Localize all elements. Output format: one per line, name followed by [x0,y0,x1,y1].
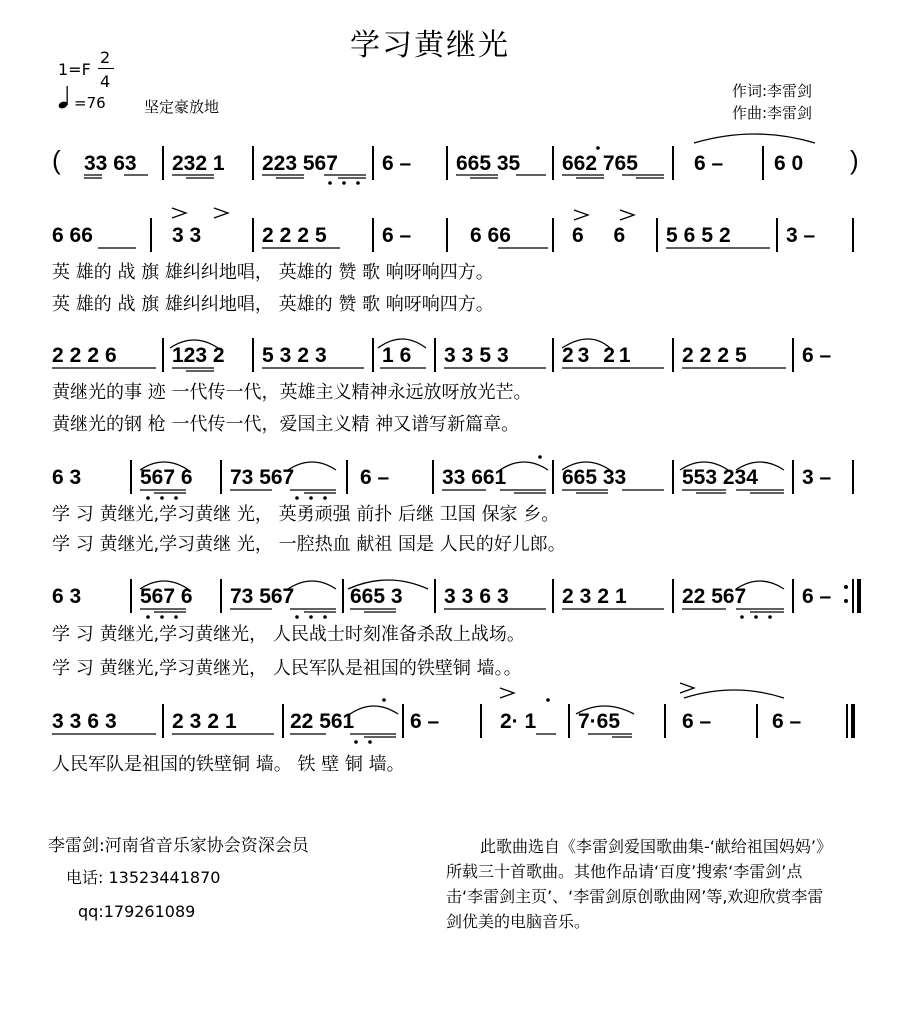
barline [162,338,164,372]
barline [220,579,222,613]
barline [162,704,164,738]
composer: 作曲:李雷剑 [732,104,813,122]
time-signature-top: 2 [100,48,111,67]
final-barline-thick [851,704,855,738]
barline [446,218,448,252]
barline [162,146,164,180]
line6-measure5: 2· 1 [500,710,537,733]
line4-measure8: 3 – [802,466,832,489]
line4-measure3: 73 567 [230,466,295,489]
barline [372,338,374,372]
line2-measure7: 5652 [666,224,737,247]
line2-measure2: 3 3 [172,224,202,247]
line3-lyric1: 黄继光的事 迹 一代传一代，英雄主义精神永远放呀放光芒。 [52,382,532,403]
line3-measure5: 3353 [444,344,515,367]
line1-measure1: 33 63 [84,152,137,175]
line5-measure7: 22 567 [682,585,747,608]
barline [852,460,854,494]
repeat-barline-thick [857,579,861,613]
lyricist: 作词:李雷剑 [732,82,813,100]
line2-lyric2: 英 雄的 战 旗 雄纠纠地唱， 英雄的 赞 歌 响呀响四方。 [52,294,494,315]
line4-measure4: 6 – [360,466,390,489]
key-signature: 1=F [58,60,91,79]
line2-measure4: 6 – [382,224,412,247]
line5-measure2: 567 6 [140,585,193,608]
line6-measure6: 7·65 [578,710,621,733]
barline [672,146,674,180]
barline [252,146,254,180]
line2-lyric1: 英 雄的 战 旗 雄纠纠地唱， 英雄的 赞 歌 响呀响四方。 [52,262,494,283]
line2-measure1: 6 66 [52,224,93,247]
barline [434,338,436,372]
line3-measure4: 16 [382,344,418,367]
barline [664,704,666,738]
line3-measure2: 123 2 [172,344,225,367]
barline [480,704,482,738]
line5-lyric2: 学 习 黄继光,学习黄继光， 人民军队是祖国的铁壁铜 墙。。 [52,658,522,679]
line6-measure3: 22 561 [290,710,355,733]
barline [372,146,374,180]
time-signature-bottom: 4 [100,72,111,91]
barline [220,460,222,494]
line3-measure8: 6 – [802,344,832,367]
line6-measure4: 6 – [410,710,440,733]
line4-measure1: 6 3 [52,466,82,489]
barline [130,579,132,613]
barline [656,218,658,252]
barline [852,218,854,252]
author-info: 李雷剑:河南省音乐家协会资深会员 [48,836,309,856]
barline [672,579,674,613]
barline [346,460,348,494]
line6-measure8: 6 – [772,710,802,733]
barline [130,460,132,494]
barline [372,218,374,252]
line5-lyric1: 学 习 黄继光,学习黄继光， 人民战士时刻准备杀敌上战场。 [52,624,525,645]
barline [446,146,448,180]
line2-measure5: 6 66 [470,224,511,247]
line4-measure2: 567 6 [140,466,193,489]
line5-measure8: 6 – [802,585,832,608]
barline [552,218,554,252]
line3-measure3: 5323 [262,344,333,367]
line2-measure6: 6 6 [572,224,638,247]
author-qq: qq:179261089 [78,902,196,921]
line4-measure7: 553 234 [682,466,758,489]
barline [402,704,404,738]
line5-measure5: 3363 [444,585,515,608]
barline [252,218,254,252]
barline [282,704,284,738]
barline [776,218,778,252]
song-title: 学习黄继光 [350,28,510,63]
barline [762,146,764,180]
barline [792,338,794,372]
barline [252,338,254,372]
line6-measure7: 6 – [682,710,712,733]
line2-measure3: 2225 [262,224,333,247]
line4-measure5: 33 661 [442,466,507,489]
line6-measure1: 3363 [52,710,123,733]
barline [552,579,554,613]
line1-measure8: 6 0 [774,152,804,175]
line2-measure8: 3 – [786,224,816,247]
close-paren: ) [850,145,859,175]
barline [672,460,674,494]
line3-measure7: 2225 [682,344,753,367]
line1-measure2: 232 1 [172,152,225,175]
line3-measure1: 2226 [52,344,123,367]
barline [792,579,794,613]
barline [434,579,436,613]
barline [432,460,434,494]
line6-measure2: 2321 [172,710,243,733]
open-paren: ( [52,145,61,175]
barline [552,338,554,372]
barline [552,460,554,494]
barline [150,218,152,252]
line3-measure6: 23 21 [562,344,635,367]
line3-lyric2: 黄继光的钢 枪 一代传一代，爱国主义精 神又谱写新篇章。 [52,414,520,435]
barline [672,338,674,372]
final-barline-thin [846,704,848,738]
line5-measure4: 665 3 [350,585,403,608]
line6-lyric1: 人民军队是祖国的铁壁铜 墙。 铁 壁 铜 墙。 [52,754,405,775]
line5-measure1: 6 3 [52,585,82,608]
line1-measure3: 223 567 [262,152,338,175]
line1-measure7: 6 – [694,152,724,175]
repeat-barline-thin [852,579,854,613]
collection-note: 此歌曲选自《李雷剑爱国歌曲集-‘献给祖国妈妈’》所载三十首歌曲。其他作品请‘百度’搜索‘李雷剑’点击‘李雷剑主页’、‘李雷剑原创歌曲网’等,欢迎欣赏李雷剑优美的电脑音乐。 [446,837,824,931]
barline [568,704,570,738]
line5-measure3: 73 567 [230,585,295,608]
barline [552,146,554,180]
line5-measure6: 2321 [562,585,633,608]
tempo-value: =76 [74,94,106,112]
line1-measure5: 665 35 [456,152,521,175]
line4-lyric2: 学 习 黄继光,学习黄继 光， 一腔热血 献祖 国是 人民的好儿郎。 [52,534,566,555]
line1-measure4: 6 – [382,152,412,175]
barline [342,579,344,613]
line4-measure6: 665 33 [562,466,627,489]
expression-mark: 坚定豪放地 [144,98,220,116]
line4-lyric1: 学 习 黄继光,学习黄继 光， 英勇顽强 前扑 后继 卫国 保家 乡。 [52,504,560,525]
line1-measure6: 662 765 [562,152,638,175]
barline [792,460,794,494]
barline [756,704,758,738]
author-phone: 电话: 13523441870 [66,868,221,887]
